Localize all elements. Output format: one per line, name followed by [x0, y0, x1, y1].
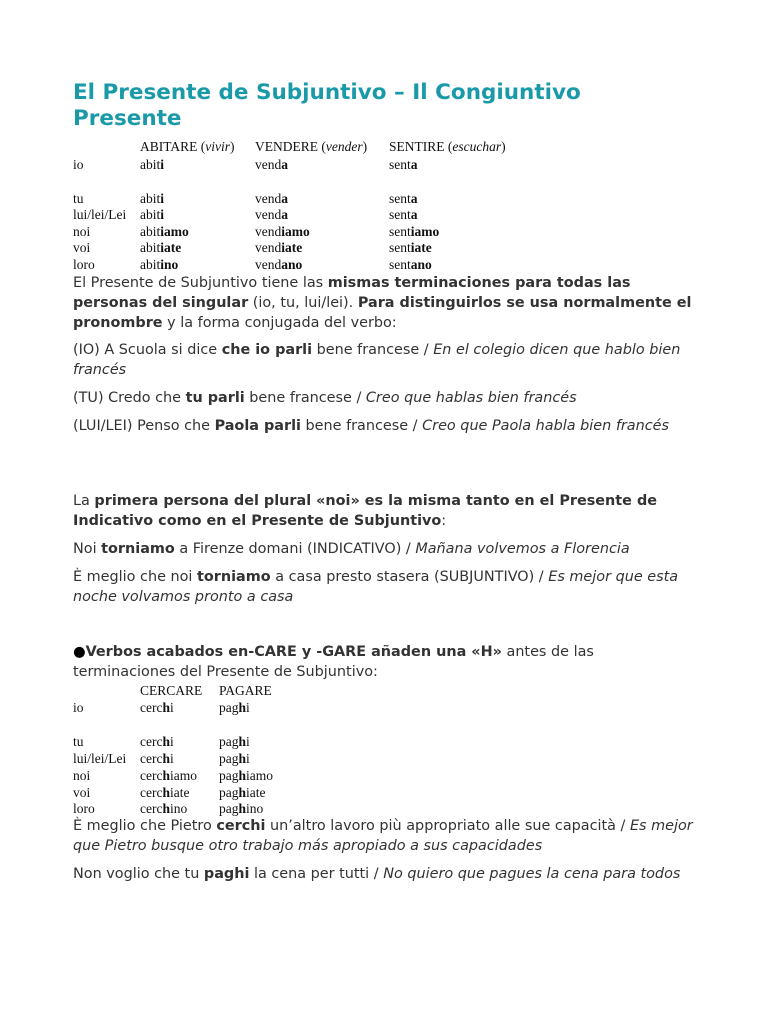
form-abitare: abiti [140, 207, 165, 222]
pronoun: tu [73, 191, 84, 206]
pronoun: noi [73, 768, 91, 783]
pronoun: loro [73, 801, 95, 816]
form-cercare: cerchiate [140, 785, 190, 800]
form-vendere: venda [255, 207, 288, 222]
form-abitare: abitino [140, 257, 179, 272]
example-paghi: Non voglio che tu paghi la cena per tutti / No quiero que pagues la cena para todos [73, 866, 681, 882]
form-vendere: vendano [255, 257, 303, 272]
form-cercare: cerchi [140, 751, 174, 766]
form-pagare: paghi [219, 700, 250, 715]
form-sentire: senta [389, 157, 418, 172]
form-cercare: cerchi [140, 734, 174, 749]
example-io: (IO) A Scuola si dice che io parli bene francese / En el colegio dicen que hablo bien francés [73, 342, 681, 378]
form-pagare: paghi [219, 751, 250, 766]
example-lui-lei: (LUI/LEI) Penso che Paola parli bene francese / Creo que Paola habla bien francés [73, 418, 670, 434]
form-vendere: vendiamo [255, 224, 310, 239]
header-abitare: ABITARE (vivir) [140, 139, 235, 154]
form-sentire: sentiamo [389, 224, 440, 239]
header-vendere: VENDERE (vender) [255, 139, 368, 154]
form-pagare: paghiate [219, 785, 266, 800]
form-pagare: paghino [219, 801, 264, 816]
form-pagare: paghiamo [219, 768, 274, 783]
header-cercare: CERCARE [140, 683, 203, 698]
intro-paragraph: El Presente de Subjuntivo tiene las mismas terminaciones para todas las personas del singular (io, tu, lui/lei). Para distinguirlos se usa normalmente el pronombre y la forma conjugada del verbo: [73, 275, 692, 331]
pronoun: lui/lei/Lei [73, 207, 127, 222]
pronoun: noi [73, 224, 91, 239]
form-abitare: abiti [140, 157, 165, 172]
example-cerchi: È meglio che Pietro cerchi un’altro lavoro più appropriato alle sue capacità / Es mejor que Pietro busque otro trabajo más apropiado a sus capacidades [73, 818, 693, 854]
pronoun: voi [73, 240, 91, 255]
care-gare-rule: ●Verbos acabados en-CARE y -GARE añaden una «H» antes de las terminaciones del Presente de Subjuntivo: [73, 644, 594, 680]
form-cercare: cerchino [140, 801, 188, 816]
example-tu: (TU) Credo che tu parli bene francese / Creo que hablas bien francés [73, 390, 577, 406]
pronoun: lui/lei/Lei [73, 751, 127, 766]
form-sentire: senta [389, 191, 418, 206]
form-vendere: venda [255, 191, 288, 206]
form-pagare: paghi [219, 734, 250, 749]
header-pagare: PAGARE [219, 683, 272, 698]
noi-rule-paragraph: La primera persona del plural «noi» es la misma tanto en el Presente de Indicativo como en el Presente de Subjuntivo: [73, 493, 658, 529]
form-sentire: senta [389, 207, 418, 222]
form-cercare: cerchiamo [140, 768, 197, 783]
example-subjuntivo: È meglio che noi torniamo a casa presto stasera (SUBJUNTIVO) / Es mejor que esta noche volvamos pronto a casa [73, 569, 679, 605]
form-abitare: abitiate [140, 240, 182, 255]
form-cercare: cerchi [140, 700, 174, 715]
form-vendere: vendiate [255, 240, 303, 255]
form-sentire: sentano [389, 257, 432, 272]
pronoun: loro [73, 257, 95, 272]
bullet-icon: ● [73, 644, 86, 660]
form-sentire: sentiate [389, 240, 432, 255]
pronoun: io [73, 157, 84, 172]
form-abitare: abitiamo [140, 224, 189, 239]
form-vendere: venda [255, 157, 288, 172]
example-indicativo: Noi torniamo a Firenze domani (INDICATIVO) / Mañana volvemos a Florencia [73, 541, 630, 557]
pronoun: voi [73, 785, 91, 800]
pronoun: io [73, 700, 84, 715]
form-abitare: abiti [140, 191, 165, 206]
pronoun: tu [73, 734, 84, 749]
page-title: El Presente de Subjuntivo – Il Congiuntivo Presente [73, 80, 581, 131]
header-sentire: SENTIRE (escuchar) [389, 139, 506, 154]
